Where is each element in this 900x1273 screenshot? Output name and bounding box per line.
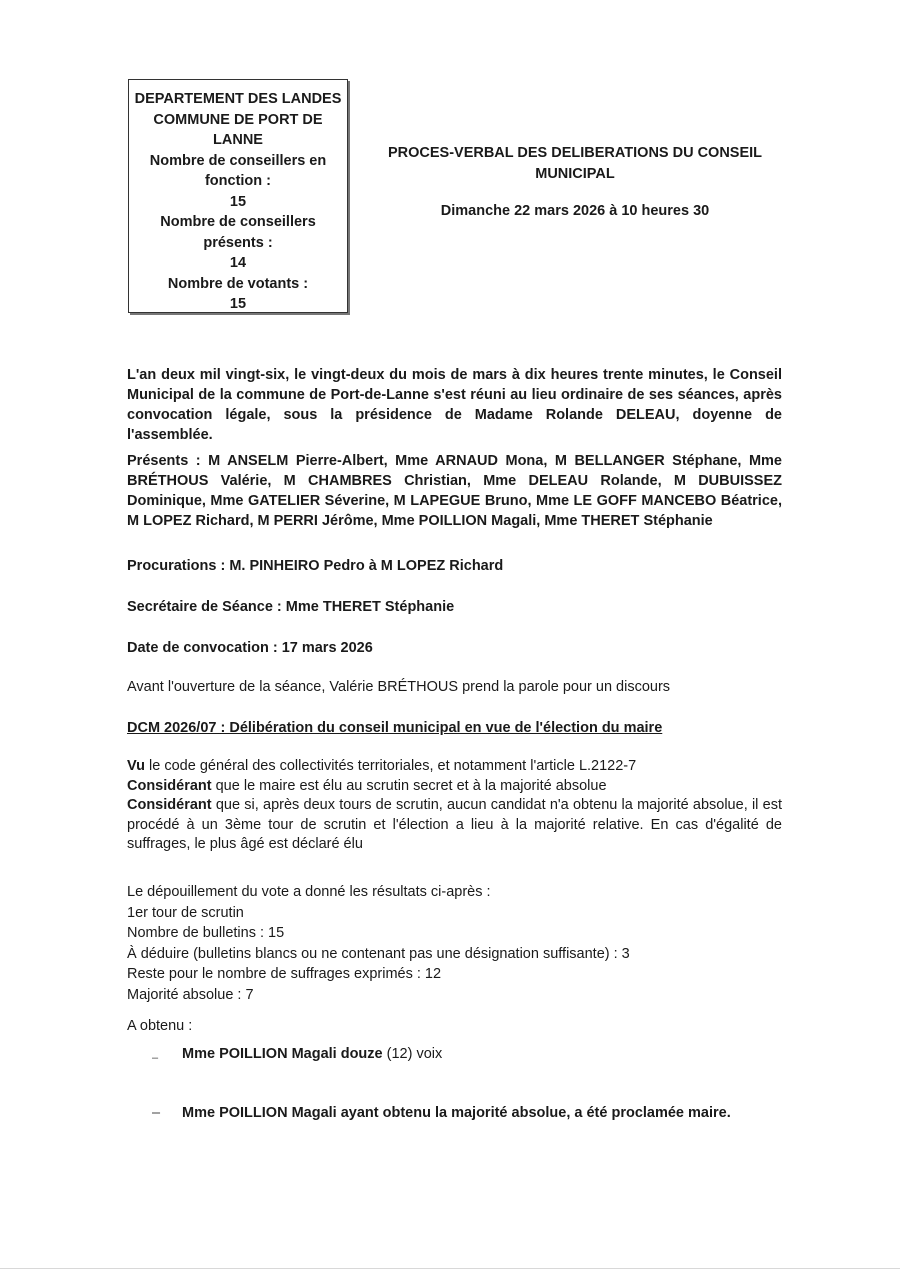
bullet-dash-1: – <box>152 1052 159 1064</box>
title-line-1: PROCES-VERBAL DES DELIBERATIONS DU CONSEIL <box>387 145 763 161</box>
vote-results-block <box>127 882 782 1005</box>
info-councillors-label-cont: fonction : <box>204 173 272 189</box>
procurations-line: Procurations : M. PINHEIRO Pedro à M LOPEZ Richard <box>127 558 504 574</box>
results-majority: Majorité absolue : 7 <box>127 986 254 1003</box>
secretary-line: Secrétaire de Séance : Mme THERET Stéphanie <box>127 599 455 615</box>
results-ballots: Nombre de bulletins : 15 <box>127 925 285 941</box>
intro-paragraph: L'an deux mil vingt-six, le vingt-deux du mois de mars à dix heures trente minutes, le Conseil Municipal de la commune de Port-de-Lanne s'est réuni au lieu ordinaire de ses séances, après convocation légale, sous la présidence de Madame Rolande DELEAU, doyenne de l'assemblée. <box>127 367 782 443</box>
commune-info-box <box>128 79 348 313</box>
info-commune: COMMUNE DE PORT DE <box>153 111 323 128</box>
title-line-2: MUNICIPAL <box>535 166 615 182</box>
info-present-count: 14 <box>229 255 247 271</box>
info-councillors-label: Nombre de conseillers en <box>149 152 327 169</box>
meeting-date: Dimanche 22 mars 2026 à 10 heures 30 <box>440 203 710 219</box>
deliberation-title: DCM 2026/07 : Délibération du conseil municipal en vue de l'élection du maire <box>127 720 663 736</box>
considerants-block <box>127 757 782 855</box>
info-present-label-cont: présents : <box>203 234 273 251</box>
info-voters-label: Nombre de votants : <box>167 275 309 292</box>
speech-note: Avant l'ouverture de la séance, Valérie BRÉTHOUS prend la parole pour un discours <box>127 679 671 695</box>
results-deducted: À déduire (bulletins blancs ou ne contenant pas une désignation suffisante) : 3 <box>127 945 630 962</box>
considerant-line-2 <box>127 796 782 855</box>
info-voters-count: 15 <box>229 296 247 312</box>
info-commune-cont: LANNE <box>213 132 263 148</box>
presents-paragraph: Présents : M ANSELM Pierre-Albert, Mme ARNAUD Mona, M BELLANGER Stéphane, Mme BRÉTHOUS Valérie, M CHAMBRES Christian, Mme DELEAU Rolande, M DUBUISSEZ Dominique, Mme GATELIER Séverine, M LAPEGUE Bruno, Mme LE GOFF MANCEBO Béatrice, M LOPEZ Richard, M PERRI Jérôme, Mme POILLION Magali, Mme THERET Stéphanie <box>127 453 782 529</box>
bullet-1-bold: Mme POILLION Magali douze <box>182 1046 383 1062</box>
obtained-label: A obtenu : <box>127 1018 193 1034</box>
vu-line <box>127 757 782 777</box>
results-intro: Le dépouillement du vote a donné les résultats ci-après : <box>127 884 491 900</box>
results-round: 1er tour de scrutin <box>127 904 244 921</box>
bullet-text-2: Mme POILLION Magali ayant obtenu la majorité absolue, a été proclamée maire. <box>182 1105 731 1121</box>
results-expressed: Reste pour le nombre de suffrages exprimés : 12 <box>127 966 442 982</box>
bullet-dash-2: – <box>152 1105 161 1121</box>
considerant-text-1: que le maire est élu au scrutin secret et à la majorité absolue <box>211 777 607 794</box>
bullet-1-rest: (12) voix <box>382 1046 443 1062</box>
info-department: DEPARTEMENT DES LANDES <box>134 91 342 107</box>
considerant-line-1 <box>127 777 782 797</box>
info-present-label: Nombre de conseillers <box>160 214 316 230</box>
scan-edge-line <box>0 1268 900 1269</box>
vu-text: le code général des collectivités territoriales, et notamment l'article L.2122-7 <box>145 758 637 774</box>
bullet-text-1 <box>182 1044 442 1064</box>
considerant-keyword-2: Considérant <box>127 797 212 813</box>
considerant-text-2: que si, après deux tours de scrutin, aucun candidat n'a obtenu la majorité absolue, il est procédé à un 3ème tour de scrutin et l'élection a lieu à la majorité relative. En cas d'égalité de suffrages, le plus âgé est déclaré élu <box>127 797 782 852</box>
convocation-date-line: Date de convocation : 17 mars 2026 <box>127 640 373 656</box>
document-title <box>380 143 770 185</box>
vu-keyword: Vu <box>127 758 145 774</box>
considerant-keyword-1: Considérant <box>127 777 212 794</box>
info-councillors-count: 15 <box>229 193 247 210</box>
